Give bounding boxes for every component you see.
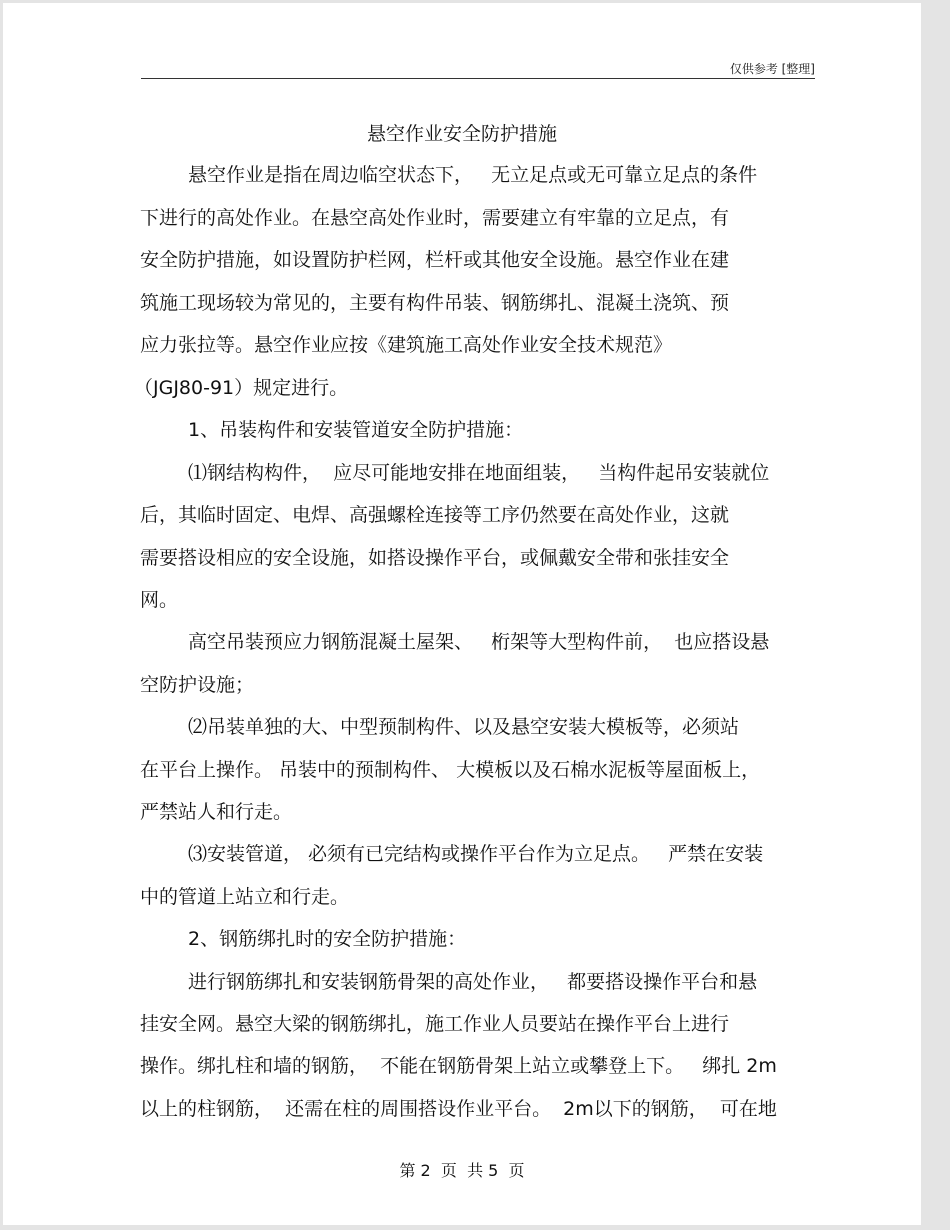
paragraph-line: 应力张拉等。悬空作业应按《建筑施工高处作业安全技术规范》 <box>140 334 673 356</box>
paragraph-line: ⑴钢结构构件， 应尽可能地安排在地面组装， 当构件起吊安装就位 <box>188 462 770 484</box>
paragraph-line: 需要搭设相应的安全设施，如搭设操作平台，或佩戴安全带和张挂安全 <box>140 547 730 569</box>
page-number-footer: 第 2 页 共 5 页 <box>399 1161 525 1180</box>
paragraph-line: ⑶安装管道， 必须有已完结构或操作平台作为立足点。 严禁在安装 <box>188 843 764 865</box>
document-page <box>3 3 921 1225</box>
paragraph-line: 中的管道上站立和行走。 <box>140 886 350 908</box>
paragraph-line: 挂安全网。悬空大梁的钢筋绑扎，施工作业人员要站在操作平台上进行 <box>140 1013 730 1035</box>
paragraph-line: 严禁站人和行走。 <box>140 801 293 823</box>
paragraph-line: 高空吊装预应力钢筋混凝土屋架、 桁架等大型构件前， 也应搭设悬 <box>188 631 770 653</box>
paragraph-line: （JGJ80-91）规定进行。 <box>134 377 349 399</box>
paragraph-line: 空防护设施； <box>140 674 255 696</box>
page-title: 悬空作业安全防护措施 <box>366 123 557 145</box>
paragraph-line: 悬空作业是指在周边临空状态下， 无立足点或无可靠立足点的条件 <box>188 164 758 186</box>
paragraph-line: 筑施工现场较为常见的，主要有构件吊装、钢筋绑扎、混凝土浇筑、预 <box>140 292 730 314</box>
paragraph-line: 操作。绑扎柱和墙的钢筋， 不能在钢筋骨架上站立或攀登上下。 绑扎 2m <box>140 1055 777 1077</box>
section-heading: 2、钢筋绑扎时的安全防护措施： <box>188 928 467 950</box>
paragraph-line: ⑵吊装单独的大、中型预制构件、以及悬空安装大模板等，必须站 <box>188 716 740 738</box>
paragraph-line: 下进行的高处作业。在悬空高处作业时，需要建立有牢靠的立足点，有 <box>140 207 730 229</box>
header-label: 仅供参考 [整理] <box>729 62 815 76</box>
paragraph-line: 网。 <box>140 589 179 611</box>
section-heading: 1、吊装构件和安装管道安全防护措施： <box>188 419 524 441</box>
paragraph-line: 在平台上操作。 吊装中的预制构件、 大模板以及石棉水泥板等屋面板上， <box>140 759 761 781</box>
paragraph-line: 后，其临时固定、电焊、高强螺栓连接等工序仍然要在高处作业，这就 <box>140 504 730 526</box>
paragraph-line: 以上的柱钢筋， 还需在柱的周围搭设作业平台。 2m以下的钢筋， 可在地 <box>140 1098 777 1120</box>
header-divider <box>141 78 815 79</box>
paragraph-line: 安全防护措施，如设置防护栏网，栏杆或其他安全设施。悬空作业在建 <box>140 249 730 271</box>
paragraph-line: 进行钢筋绑扎和安装钢筋骨架的高处作业， 都要搭设操作平台和悬 <box>188 971 758 993</box>
